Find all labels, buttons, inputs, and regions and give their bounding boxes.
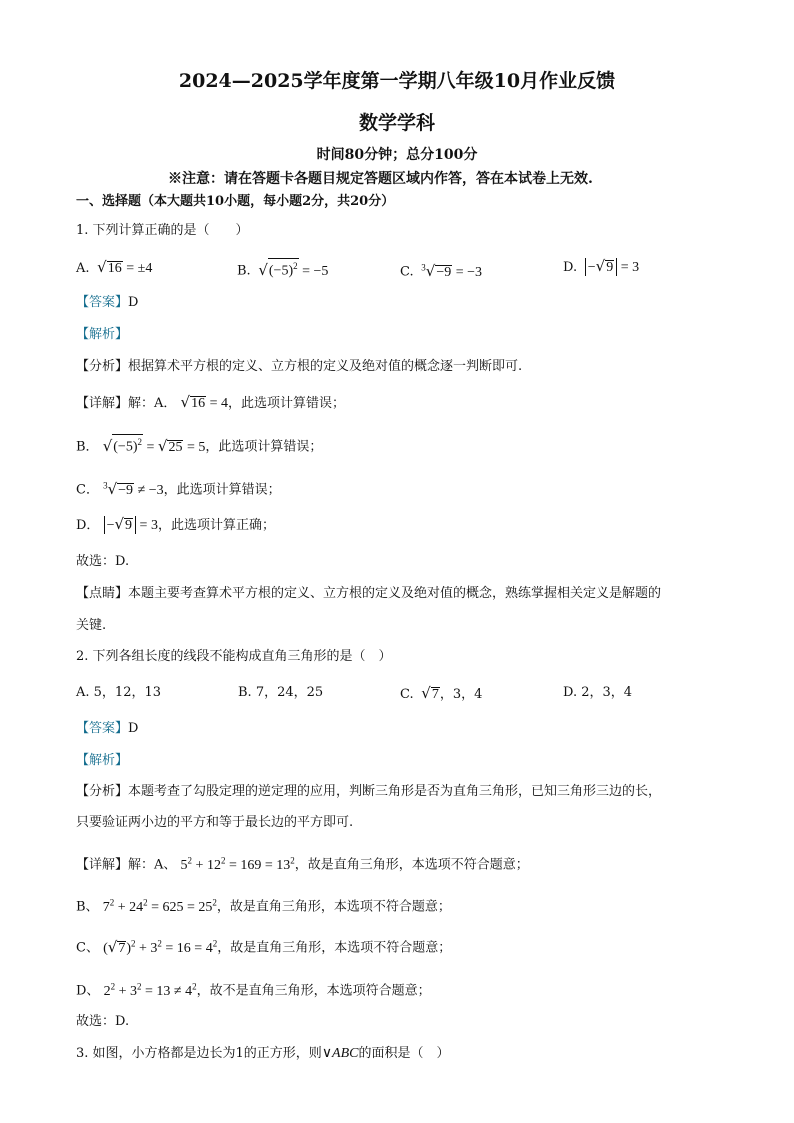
q1-option-c-label: C. [400,264,414,280]
q1-detail-c-prefix: C． [76,482,99,498]
q1-option-c [400,258,482,282]
q1-detail-d-text: ，此选项计算正确； [157,518,275,533]
time-info: 时间80分钟；总分100分 [316,147,478,163]
q3-stem-prefix: 3. 如图，小方格都是边长为1的正方形，则 [76,1046,322,1061]
q2-detail-c-text: ，故是直角三角形，本选项不符合题意； [217,940,452,956]
q1-option-b-formula: $√(-5)^2 = -5$ [255,264,329,279]
q2-analysis-line2: 只要验证两小边的平方和等于最长边的平方即可. [76,815,354,830]
q1-comment [76,585,661,603]
q2-detail-a-prefix: 解：A、 [128,857,177,873]
q2-detail-b-text: ，故是直角三角形，本选项不符合题意； [216,899,451,915]
q2-stem: 2. 下列各组长度的线段不能构成直角三角形的是（ ） [76,649,392,664]
q2-option-c-formula: √7 [421,684,439,702]
q3-stem-suffix: 的面积是（ ） [358,1046,450,1061]
q1-detail-c-formula: $^3$√−9 ≠ −3 [103,479,164,498]
q1-analysis-heading: 【解析】 [76,327,129,342]
q1-detail-b-formula: $√(-5)^2 = √25 = 5$ [103,440,206,455]
q2-option-a: A. 5，12，13 [76,685,162,700]
notice-text: ※注意：请在答题卡各题目规定答题区域内作答，答在本试卷上无效. [168,171,593,187]
q1-analysis-text: 根据算术平方根的定义、立方根的定义及绝对值的概念逐一判断即可. [128,359,523,374]
q2-detail-d-formula: $2^2 + 3^2 = 13 \ne 4^2$ [103,981,197,999]
q2-detail-d-prefix: D、 [76,983,100,999]
q1-option-d [563,258,639,277]
q1-detail-b-prefix: B． [76,439,99,455]
q1-option-c-formula: $^3$√−9 = −3 [421,261,483,280]
q2-detail-a-formula: $5^2 + 12^2 = 169 = 13^2$ [180,855,295,873]
q1-option-b-label: B. [237,263,251,279]
q1-detail-d [76,516,275,535]
q2-detail-c-formula: $(√7)^2 + 3^2 = 16 = 4^2$ [103,937,218,956]
q2-option-c-prefix: C. [400,687,414,702]
q2-detail-a-text: ，故是直角三角形，本选项不符合题意； [294,857,529,873]
q1-detail-a-text: ，此选项计算错误； [228,396,346,411]
q1-option-d-label: D. [563,260,578,275]
q1-option-b [237,258,328,281]
q2-option-d: D. 2，3，4 [563,685,633,700]
q2-choose: 故选：D. [76,1014,130,1029]
q2-option-c-suffix: ，3，4 [439,687,483,702]
q2-detail-b-prefix: B、 [76,899,99,915]
q1-option-a-formula: √16 = ±4 [97,258,153,276]
q1-detail-intro: 解：A． [128,396,177,411]
q2-answer-label: 【答案】 [76,721,129,736]
q2-detail-d [76,977,431,1001]
q1-analysis-label: 【分析】 [76,359,129,374]
q1-analysis [76,358,522,376]
q1-answer-label: 【答案】 [76,295,129,310]
q1-detail-label: 【详解】 [76,396,129,411]
q2-answer-value: D [128,721,139,736]
q1-choose: 故选：D. [76,554,130,569]
q2-answer [76,720,138,738]
q1-detail-d-formula: −√9 = 3 [104,518,158,533]
q2-analysis-heading: 【解析】 [76,753,129,768]
q2-detail-a [76,851,529,875]
q1-option-d-formula: −√9 = 3 [581,260,639,275]
q1-comment-label: 【点睛】 [76,586,129,601]
q2-analysis-line1: 本题考查了勾股定理的逆定理的应用，判断三角形是否为直角三角形，已知三角形三边的长， [128,784,662,799]
q1-detail-c [76,476,281,500]
page-title: 2024—2025学年度第一学期八年级10月作业反馈 [178,70,616,92]
q1-detail-c-text: ，此选项计算错误； [163,482,281,498]
q2-detail-label: 【详解】 [76,857,129,873]
q2-detail-b-formula: $7^2 + 24^2 = 625 = 25^2$ [102,897,217,915]
q1-detail-b-text: ，此选项计算错误； [205,439,323,455]
q1-stem: 1. 下列计算正确的是（ ） [76,223,249,238]
q2-detail-c [76,934,451,958]
q1-detail-a-formula: √16 = 4 [180,393,229,411]
q1-answer [76,294,138,312]
q1-detail-a [76,393,345,413]
q2-analysis-label: 【分析】 [76,784,129,799]
q3-stem [76,1045,450,1063]
q2-option-b: B. 7，24，25 [238,685,324,700]
q1-option-a [76,258,152,278]
section-heading: 一、选择题（本大题共10小题，每小题2分，共20分） [76,194,395,209]
q2-detail-c-prefix: C、 [76,940,99,956]
q2-detail-d-text: ，故不是直角三角形，本选项符合题意； [196,983,431,999]
q1-comment-line1: 本题主要考查算术平方根的定义、立方根的定义及绝对值的概念，熟练掌握相关定义是解题的 [128,586,662,601]
q2-analysis [76,783,661,801]
q1-comment-line2: 关键. [76,618,107,633]
subject-title: 数学学科 [358,112,435,134]
q2-option-c [400,684,482,704]
q1-option-a-label: A. [76,261,90,276]
q1-detail-b [76,434,322,457]
q2-detail-b [76,893,451,917]
q1-answer-value: D [128,295,139,310]
q3-triangle-label: ∨ABC [321,1046,359,1061]
q1-detail-d-prefix: D． [76,518,100,533]
